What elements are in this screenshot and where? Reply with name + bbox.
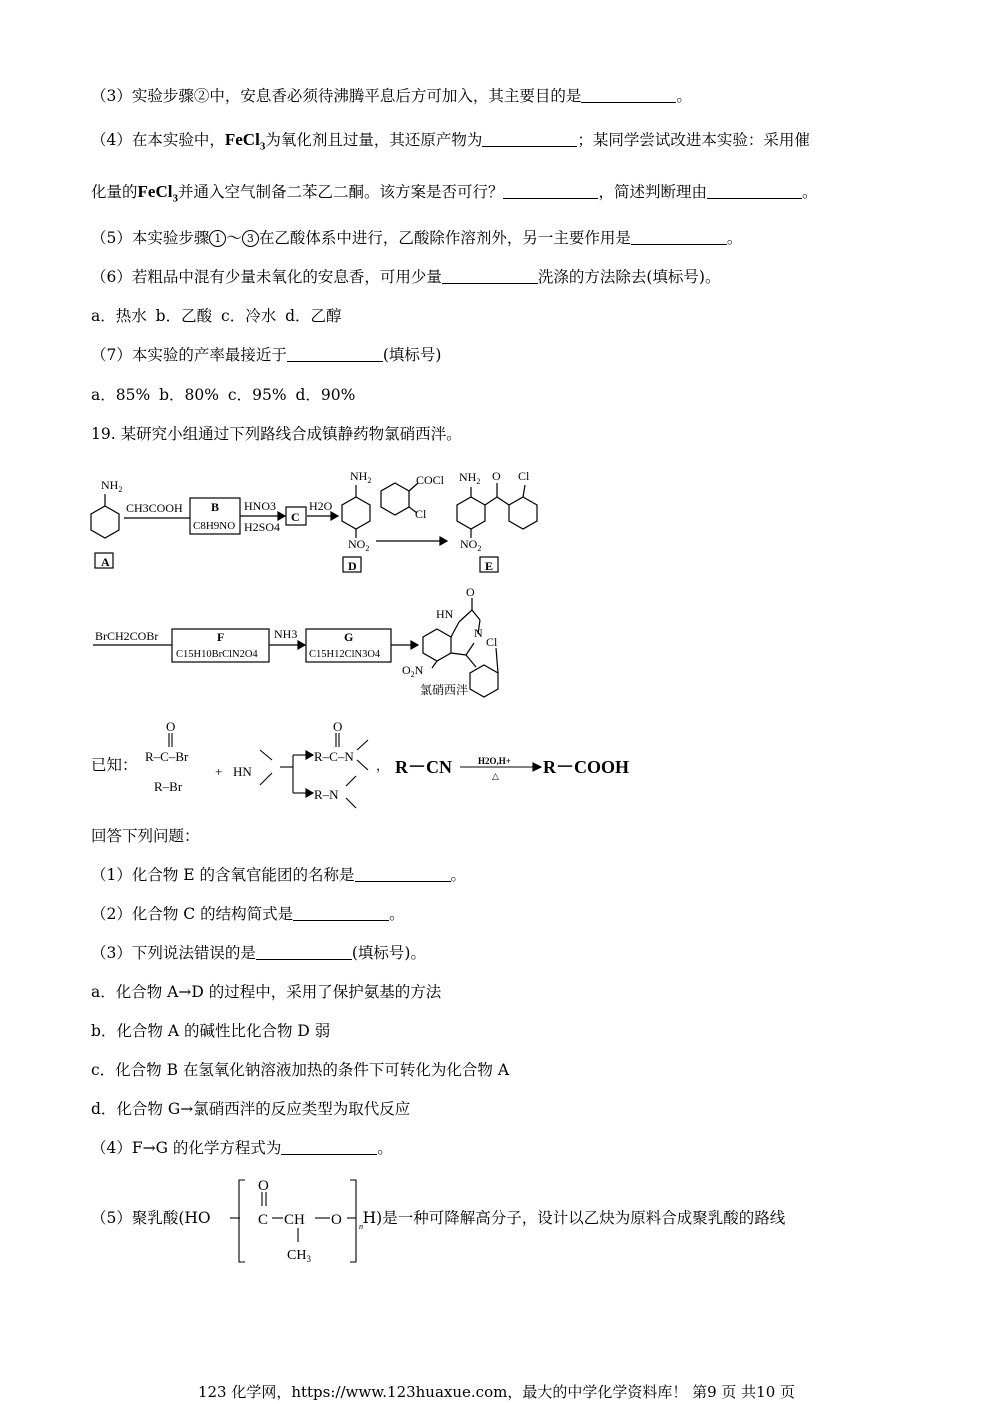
question-6-line: （6）若粗品中混有少量未氧化的安息香，可用少量 洗涤的方法除去(填标号)。	[91, 268, 721, 286]
question-3-line: （3）实验步骤②中，安息香必须待沸腾平息后方可加入，其主要目的是 。	[91, 87, 692, 105]
answer-blank[interactable]	[442, 267, 538, 284]
question-7-line: （7）本实验的产率最接近于 (填标号)	[91, 346, 442, 364]
question-4-line-2: 化量的FeCl$_3$并通入空气制备二苯乙二酮。该方案是否可行？ ，简述判断理由 。	[91, 182, 818, 205]
compound-g-label: G	[344, 630, 354, 644]
plus-sign: +	[215, 764, 223, 779]
n-label: N	[474, 626, 483, 640]
question-7-options: a．85% b．80% c．95% d．90%	[91, 386, 356, 404]
compound-a-label: A	[101, 555, 110, 569]
methyl-label: $CH_3$	[287, 1248, 311, 1264]
option-c: c．化合物 B 在氢氧化钠溶液加热的条件下可转化为化合物 A	[91, 1061, 510, 1079]
compound-f-label: F	[217, 630, 225, 644]
reagent-nitric-acid: HNO3	[244, 499, 276, 513]
answer-blank[interactable]	[293, 904, 389, 921]
polylactic-acid-structure	[0, 1170, 993, 1270]
option-d: d．化合物 G→氯硝西泮的反应类型为取代反应	[91, 1100, 411, 1118]
compound-e-label: E	[485, 559, 494, 573]
compound-b-formula: C8H9NO	[193, 520, 236, 532]
amine-product-label: R–N	[314, 787, 339, 802]
sub-question-3: （3）下列说法错误的是 (填标号)。	[91, 944, 426, 962]
nh2-label: $NH_2$	[459, 470, 481, 486]
answer-blank[interactable]	[355, 865, 451, 882]
known-reaction	[0, 715, 993, 815]
question-6-options: a．热水 b．乙酸 c．冷水 d．乙醇	[91, 307, 342, 325]
answer-blank[interactable]	[281, 1138, 377, 1155]
n-subscript: n	[359, 1222, 363, 1231]
cl-label: Cl	[415, 507, 427, 521]
answer-blank[interactable]	[482, 130, 577, 147]
page-footer: 123 化学网，https://www.123huaxue.com，最大的中学化学资料库！ 第9 页 共10 页	[197, 1383, 796, 1401]
carbonyl-o-label: O	[466, 585, 475, 599]
synthesis-scheme	[0, 455, 993, 705]
carbonyl-o-label: O	[492, 469, 501, 483]
reagent-acetic-acid: CH3COOH	[126, 501, 183, 515]
answer-heading: 回答下列问题：	[91, 827, 200, 845]
sub-question-4: （4）F→G 的化学方程式为 。	[91, 1139, 393, 1157]
nitrile-label: R－CN	[395, 757, 452, 777]
carbonyl-o-label: O	[166, 719, 176, 734]
sub-question-1: （1）化合物 E 的含氧官能团的名称是 。	[91, 866, 467, 884]
acyl-bromide-label: R–C–Br	[145, 749, 189, 764]
carboxylic-acid-label: R－COOH	[543, 757, 630, 777]
answer-blank[interactable]	[581, 86, 676, 103]
compound-f-formula: C15H10BrClN2O4	[176, 649, 258, 660]
question-5-line: （5）本实验步骤 1 ～ 3 在乙酸体系中进行，乙酸除作溶剂外，另一主要作用是 。	[91, 229, 743, 247]
reagent-ammonia: NH3	[274, 627, 298, 641]
nh2-label: $NH_2$	[350, 469, 372, 485]
no2-label: $O_2N$	[402, 663, 424, 679]
compound-g-formula: C15H12ClN3O4	[309, 649, 381, 660]
comma: ，	[376, 758, 390, 773]
ch-label: CH	[284, 1212, 305, 1228]
heat-symbol: △	[492, 771, 499, 781]
nh-label: HN	[436, 607, 454, 621]
sub-question-2: （2）化合物 C 的结构简式是 。	[91, 905, 405, 923]
cl-label: Cl	[518, 469, 530, 483]
amide-label: R–C–N	[314, 749, 354, 764]
answer-blank[interactable]	[503, 182, 598, 199]
compound-b-label: B	[211, 500, 220, 514]
acyl-chloride-label: COCl	[416, 473, 445, 487]
circled-number: 1	[209, 230, 226, 247]
carbonyl-o-label: O	[258, 1178, 269, 1194]
reagent-bromoacetyl-bromide: BrCH2COBr	[95, 629, 159, 643]
fecl3-formula: FeCl$_3$	[224, 130, 266, 153]
alkyl-bromide-label: R–Br	[154, 779, 183, 794]
answer-blank[interactable]	[256, 943, 352, 960]
no2-label: $NO_2$	[460, 537, 482, 553]
carbonyl-o-label: O	[333, 719, 343, 734]
option-a: a．化合物 A→D 的过程中，采用了保护氨基的方法	[91, 983, 442, 1001]
option-b: b．化合物 A 的碱性比化合物 D 弱	[91, 1022, 331, 1040]
compound-c-label: C	[291, 510, 300, 524]
nh2-label: $NH_2$	[101, 478, 123, 494]
oxygen-label: O	[331, 1212, 342, 1228]
hydrolysis-condition: H2O,H+	[478, 756, 511, 766]
answer-blank[interactable]	[707, 182, 802, 199]
sub-question-5: （5）聚乳酸(HO H)是一种可降解高分子，设计以乙炔为原料合成聚乳酸的路线	[91, 1209, 786, 1227]
question-19-title: 19. 某研究小组通过下列路线合成镇静药物氯硝西泮。	[91, 425, 462, 443]
reagent-sulfuric-acid: H2SO4	[244, 520, 281, 534]
answer-blank[interactable]	[287, 345, 383, 362]
reagent-water: H2O	[309, 499, 333, 513]
compound-d-label: D	[348, 559, 357, 573]
no2-label: $NO_2$	[348, 537, 370, 553]
clonazepam-label: 氯硝西泮	[420, 683, 469, 697]
known-label: 已知：	[91, 756, 138, 774]
circled-number: 3	[242, 230, 259, 247]
amine-label: HN	[233, 764, 252, 779]
cl-label: Cl	[486, 635, 498, 649]
carbon-label: C	[258, 1212, 269, 1228]
answer-blank[interactable]	[631, 228, 727, 245]
fecl3-formula: FeCl$_3$	[137, 182, 178, 205]
question-4-line-1: （4）在本实验中，FeCl$_3$为氧化剂且过量，其还原产物为 ；某同学尝试改进本实验：采用催	[91, 130, 810, 153]
